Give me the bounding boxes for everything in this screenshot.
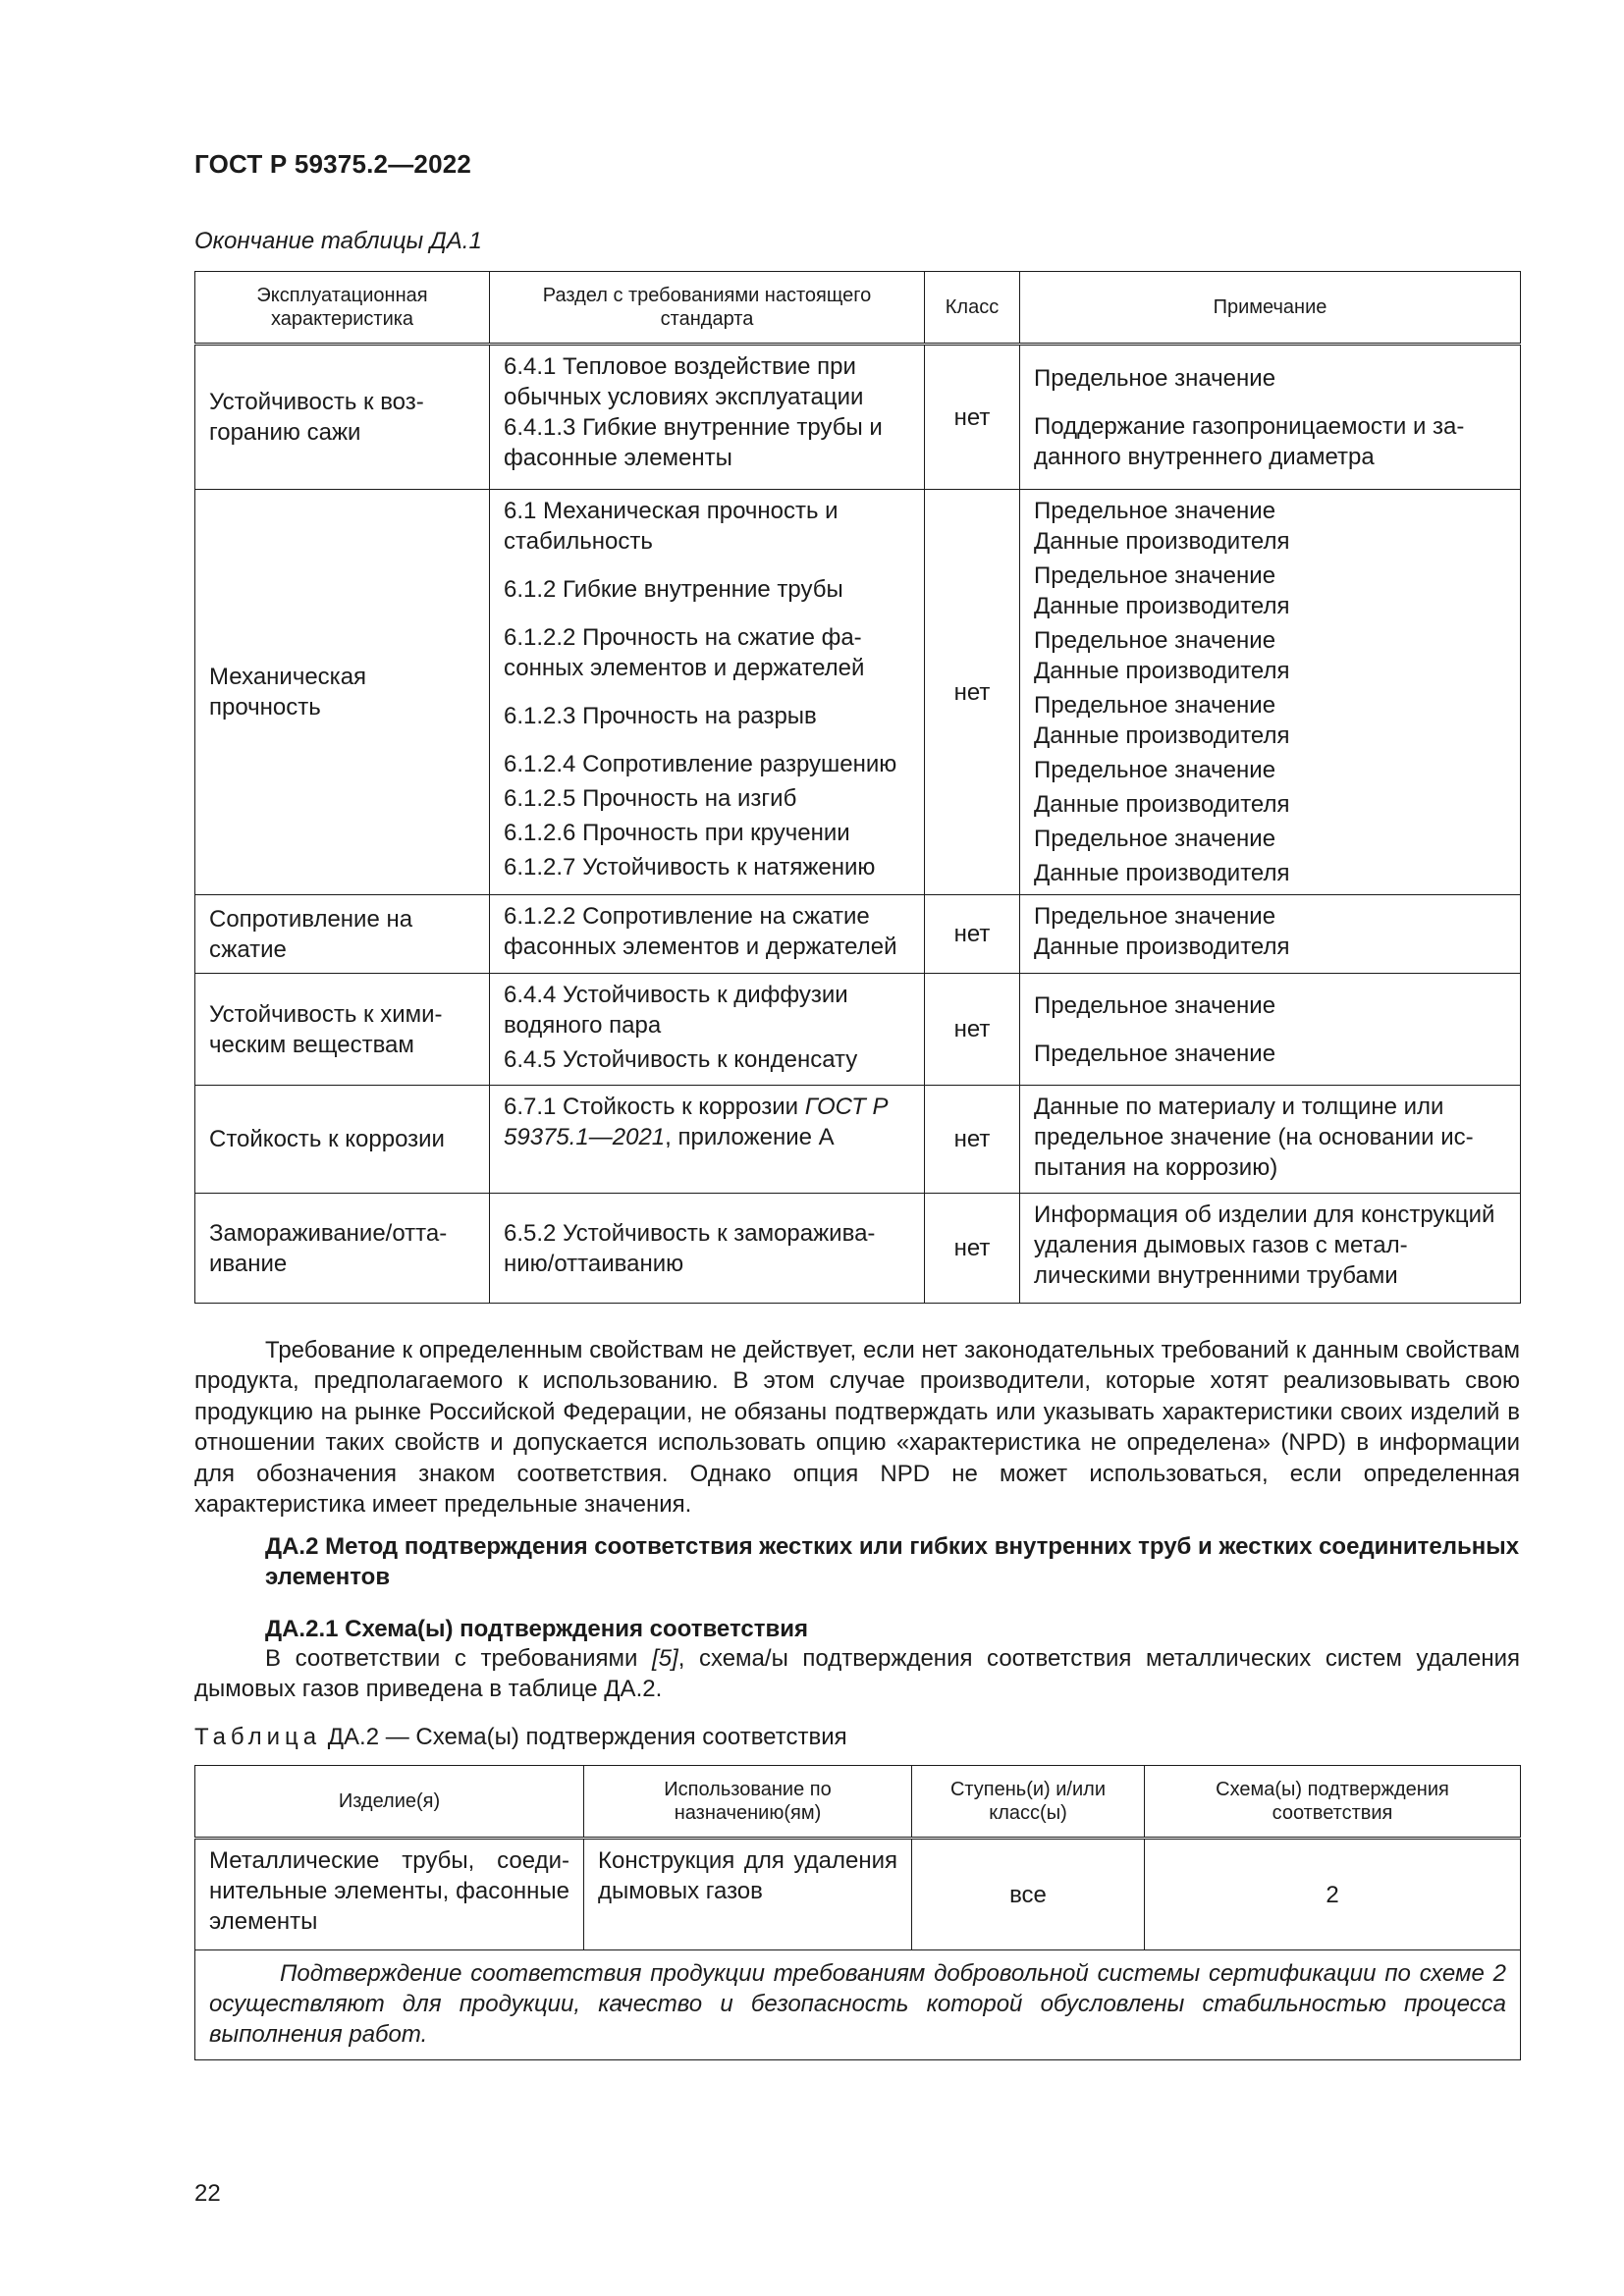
- document-code: ГОСТ Р 59375.2—2022: [194, 149, 472, 179]
- class-cell: нет: [925, 490, 1020, 895]
- requirement-item: 6.1.2.6 Прочность при кручении: [504, 820, 850, 846]
- note-item: Предельное значение: [1034, 627, 1276, 654]
- note-item: Поддержание газопроницаемости и заданного внутреннего диаметра: [1034, 412, 1465, 470]
- class-cell: нет: [925, 345, 1020, 490]
- requirement-item: 6.1 Механическая прочность и стабильность: [504, 498, 839, 555]
- note-cell: [1020, 974, 1521, 1086]
- requirements-cell: [490, 895, 925, 974]
- note-cell: [1020, 1086, 1521, 1194]
- requirement-item: 6.1.2.2 Прочность на сжатие фасонных элементов и держателей: [504, 624, 865, 681]
- requirement-item: 6.1.2.7 Устойчивость к натяжению: [504, 854, 876, 881]
- paragraph-text: В соответствии с требованиями: [265, 1645, 653, 1672]
- requirement-text: , приложение А: [665, 1124, 835, 1150]
- column-header: Использование по назначению(ям): [584, 1766, 912, 1839]
- requirements-cell: [490, 1194, 925, 1304]
- subsection-heading: ДА.2.1 Схема(ы) подтверждения соответствия: [265, 1616, 808, 1642]
- requirement-item: 6.1.2.3 Прочность на разрыв: [504, 703, 817, 729]
- section-heading: ДА.2 Метод подтверждения соответствия жестких или гибких внутренних труб и жестких соединительных элементов: [265, 1533, 1520, 1590]
- table-row: [195, 345, 1521, 490]
- characteristic-cell: Устойчивость к химическим веществам: [195, 974, 490, 1086]
- requirements-cell: [490, 345, 925, 490]
- scheme-cell: 2: [1145, 1839, 1521, 1950]
- column-header: Класс: [925, 272, 1020, 345]
- note-cell: [1020, 345, 1521, 490]
- note-cell: [1020, 895, 1521, 974]
- column-header: Схема(ы) подтверждения соответствия: [1145, 1766, 1521, 1839]
- note-item: Данные производителя: [1034, 593, 1290, 619]
- requirement-item: 6.4.1 Тепловое воздействие при обычных условиях эксплуатации: [504, 353, 864, 410]
- page-number: 22: [194, 2180, 221, 2207]
- note-item: Данные производителя: [1034, 722, 1290, 749]
- table2-caption: [194, 1724, 847, 1751]
- characteristic-cell: Механическая прочность: [195, 490, 490, 895]
- class-cell: нет: [925, 1086, 1020, 1194]
- table-row: [195, 1194, 1521, 1304]
- note-item: Предельное значение: [1034, 991, 1276, 1019]
- table-title: ДА.2 — Схема(ы) подтверждения соответствия: [321, 1724, 847, 1750]
- table-row: [195, 490, 1521, 895]
- requirements-cell: [490, 1086, 925, 1194]
- table-word: Таблица: [194, 1724, 322, 1750]
- characteristic-cell: Замораживание/оттаивание: [195, 1194, 490, 1304]
- characteristic-cell: Сопротивление на сжатие: [195, 895, 490, 974]
- note-item: Данные производителя: [1034, 860, 1290, 886]
- column-header: Раздел с требованиями настоящего стандарта: [490, 272, 925, 345]
- table-footnote: Подтверждение соответствия продукции требованиям добровольной системы сертификации по схеме 2 осуществляют для продукции, качество и безопасность которой обусловлены стабильностью процесса выполнения работ.: [195, 1950, 1521, 2060]
- note-item: Предельное значение: [1034, 903, 1276, 930]
- table-row: [195, 1839, 1521, 1950]
- column-header: Эксплуатационная характеристика: [195, 272, 490, 345]
- requirements-cell: [490, 974, 925, 1086]
- note-item: Данные производителя: [1034, 791, 1290, 818]
- requirement-item: 6.1.2 Гибкие внутренние трубы: [504, 576, 843, 603]
- table-row: [195, 895, 1521, 974]
- table-da2: [194, 1765, 1521, 2060]
- requirement-item: 6.4.5 Устойчивость к конденсату: [504, 1046, 858, 1073]
- note-cell: [1020, 490, 1521, 895]
- column-header: Ступень(и) и/или класс(ы): [912, 1766, 1145, 1839]
- class-cell: нет: [925, 1194, 1020, 1304]
- table-row: [195, 1086, 1521, 1194]
- requirement-item: 6.5.2 Устойчивость к замораживанию/оттаиванию: [504, 1219, 876, 1277]
- note-item: Предельное значение: [1034, 757, 1276, 783]
- note-item: Данные производителя: [1034, 528, 1290, 555]
- note-cell: [1020, 1194, 1521, 1304]
- paragraph: Требование к определенным свойствам не действует, если нет законодательных требований к данным свойствам продукта, предполагаемого к использованию. В этом случае производители, которые хотят реализовывать свою продукцию на рынке Российской Федерации, не обязаны подтверждать или указывать характеристики своих изделий в отношении таких свойств и допускается использовать опцию «характеристика не определена» (NPD) в информации для обозначения знаком соответствия. Однако опция NPD не может использоваться, если определенная характеристика имеет предельные значения.: [194, 1337, 1520, 1519]
- table1-caption: Окончание таблицы ДА.1: [194, 228, 482, 254]
- paragraph-text: , схема/ы подтверждения соответствия металлических систем удаления дымовых газов приведена в таблице ДА.2.: [194, 1645, 1520, 1703]
- requirement-item: 6.1.2.5 Прочность на изгиб: [504, 785, 797, 812]
- note-item: Данные производителя: [1034, 934, 1290, 960]
- note-item: Предельное значение: [1034, 498, 1276, 524]
- table-da1: [194, 271, 1521, 1304]
- column-header: Изделие(я): [195, 1766, 584, 1839]
- note-item: Данные производителя: [1034, 658, 1290, 684]
- product-cell: Металлические трубы, соединительные элементы, фасонные элементы: [195, 1839, 584, 1950]
- column-header: Примечание: [1020, 272, 1521, 345]
- requirement-item: 6.4.4 Устойчивость к диффузии водяного пара: [504, 982, 848, 1039]
- characteristic-cell: Стойкость к коррозии: [195, 1086, 490, 1194]
- requirement-item: 6.4.1.3 Гибкие внутренние трубы и фасонные элементы: [504, 414, 883, 471]
- reference-link: [5]: [652, 1645, 678, 1672]
- table-row: [195, 974, 1521, 1086]
- requirement-text: 6.7.1 Стойкость к коррозии: [504, 1094, 805, 1120]
- table-header-row: [195, 1766, 1521, 1839]
- table-footnote-row: [195, 1950, 1521, 2060]
- table-header-row: [195, 272, 1521, 345]
- paragraph: [194, 1643, 1520, 1705]
- standard-reference: ГОСТ Р 59375.1—2021: [504, 1094, 889, 1150]
- requirement-item: 6.1.2.2 Сопротивление на сжатие фасонных элементов и держателей: [504, 903, 897, 960]
- note-item: Информация об изделии для конструкций удаления дымовых газов с металлическими внутренними трубами: [1034, 1201, 1495, 1289]
- requirements-cell: [490, 490, 925, 895]
- usage-cell: Конструкция для удаления дымовых газов: [584, 1839, 912, 1950]
- note-item: Данные по материалу и толщине или предельное значение (на основании испытания на коррозию): [1034, 1094, 1474, 1181]
- note-item: Предельное значение: [1034, 364, 1276, 392]
- level-cell: все: [912, 1839, 1145, 1950]
- note-item: Предельное значение: [1034, 826, 1276, 852]
- note-item: Предельное значение: [1034, 1040, 1276, 1067]
- note-item: Предельное значение: [1034, 692, 1276, 719]
- characteristic-cell: Устойчивость к возгоранию сажи: [195, 345, 490, 490]
- requirement-item: 6.1.2.4 Сопротивление разрушению: [504, 751, 897, 777]
- note-item: Предельное значение: [1034, 562, 1276, 589]
- class-cell: нет: [925, 895, 1020, 974]
- class-cell: нет: [925, 974, 1020, 1086]
